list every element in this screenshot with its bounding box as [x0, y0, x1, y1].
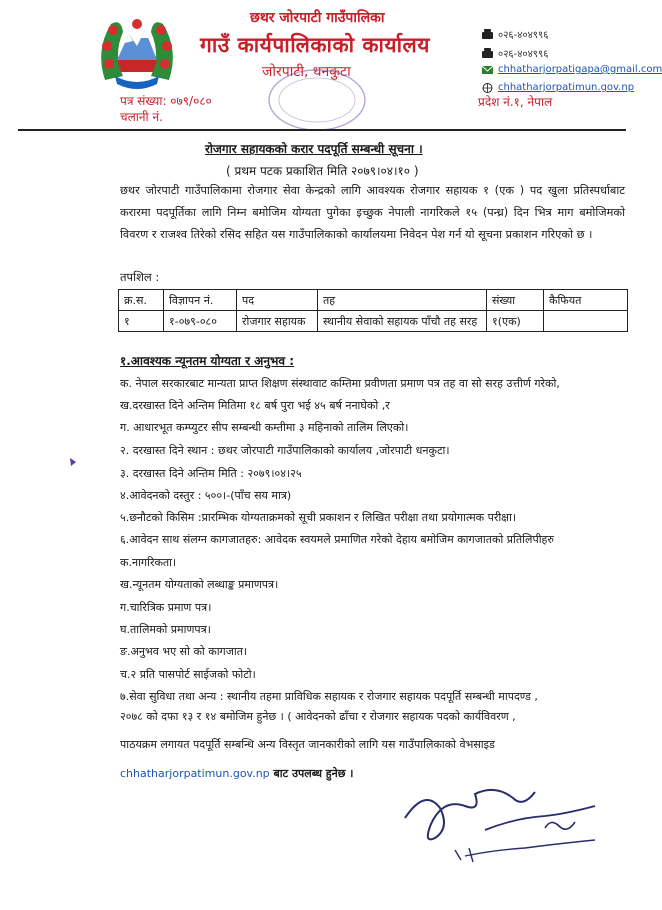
signature	[395, 778, 605, 878]
col-header-level: तह	[318, 290, 487, 311]
list-item: ग. आधारभूत कम्प्युटर सीप सम्बन्धी कम्तीमा ३ महिनाको तालिम लिएको।	[120, 421, 409, 434]
province: प्रदेश नं.१, नेपाल	[478, 95, 553, 109]
list-item: ग.चारित्रिक प्रमाण पत्र।	[120, 601, 212, 614]
municipality-logo	[93, 10, 181, 92]
notice-subject: रोजगार सहायकको करार पदपूर्ति सम्बन्धी सूचना ।	[205, 142, 423, 156]
first-published-note: ( प्रथम पटक प्रकाशित मिति २०७९।०४।१० )	[226, 164, 419, 178]
list-item: ख.न्यूनतम योग्यताको लब्धाङ्क प्रमाणपत्र।	[120, 578, 279, 591]
website-line	[120, 766, 353, 781]
header-divider	[18, 129, 626, 131]
phone-2-text: ०२६-४०४९९६	[498, 49, 549, 60]
office-name: छथर जोरपाटी गाउँपालिका	[250, 10, 385, 26]
globe-icon	[482, 83, 493, 93]
table-row	[119, 311, 628, 332]
reference-number: पत्र संख्या: ०७९/०८०	[120, 94, 212, 108]
contact-phone-2	[482, 46, 548, 60]
email-link[interactable]: chhatharjorpatigapa@gmail.com	[498, 64, 662, 75]
list-item: ७.सेवा सुविधा तथा अन्य : स्थानीय तहमा प्राविधिक सहायक र रोजगार सहायक पदपूर्ति सम्बन्धी मापदण्ड ,	[120, 690, 538, 703]
details-label: तपशिल :	[120, 270, 160, 284]
service-text-continued-2: पाठयक्रम लगायत पदपूर्ति सम्बन्धि अन्य विस्तृत जानकारीको लागि यस गाउँपालिकाको वेभसाइड	[120, 738, 495, 751]
list-item: ख.दरखास्त दिने अन्तिम मितिमा १८ बर्ष पुरा भई ४५ बर्ष ननाघेको ,र	[120, 399, 390, 412]
dispatch-number: चलानी नं.	[120, 110, 163, 124]
cell-serial: १	[119, 311, 164, 332]
phone-1-text: ०२६-४०४९९६	[498, 30, 549, 41]
email-icon	[482, 65, 493, 75]
cell-count: १(एक)	[487, 311, 544, 332]
notice-paragraph: छथर जोरपाटी गाउँपालिकामा रोजगार सेवा केन्द्रको लागि आवश्यक रोजगार सहायक १ (एक ) पद खुला प्रतिस्पर्धाबाट करारमा पदपूर्तिका लागि निम्न बमोजिम योग्यता पुगेका इच्छुक नेपाली नागरिकले १५ (पन्ध्र) दिन भित्र माग बमोजिमको विवरण र राजश्व तिरेको रसिद सहित यस गाउँपालिकाको कार्यालयमा निवेदन पेश गर्न यो सूचना प्रकाशन गरिएको छ ।	[120, 184, 625, 241]
ink-mark-icon	[68, 456, 78, 468]
col-header-advertisement: विज्ञापन नं.	[164, 290, 237, 311]
list-item: ४.आवेदनको दस्तुर : ५००।-(पाँच सय मात्र)	[120, 489, 292, 502]
website-url[interactable]: chhatharjorpatimun.gov.np	[120, 767, 270, 780]
phone-icon	[482, 48, 493, 58]
list-item: २. दरखास्त दिने स्थान : छथर जोरपाटी गाउँपालिकाको कार्यालय ,जोरपाटी धनकुटा।	[120, 444, 450, 457]
list-item: च.२ प्रति पासपोर्ट साईजको फोटो।	[120, 668, 256, 681]
list-item: क. नेपाल सरकारबाट मान्यता प्राप्त शिक्षण संस्थावाट कम्तिमा प्रवीणता प्रमाण पत्र तह वा सो सरह उत्तीर्ण गरेको,	[120, 377, 560, 390]
list-item: ६.आवेदन साथ संलग्न कागजातहरु: आवेदक स्वयमले प्रमाणित गरेको देहाय बमोजिम कागजातको प्रतिलिपीहरु	[120, 533, 554, 546]
list-item: ङ.अनुभव भए सो को कागजात।	[120, 645, 248, 658]
col-header-post: पद	[237, 290, 318, 311]
cell-post: रोजगार सहायक	[237, 311, 318, 332]
qualification-heading: १.आवश्यक न्यूनतम योग्यता र अनुभव :	[120, 354, 295, 368]
list-item: ३. दरखास्त दिने अन्तिम मिति : २०७९।०४।२५	[120, 467, 302, 480]
service-text-continued-1: २०७८ को दफा १३ र १४ बमोजिम हुनेछ । ( आवेदनको ढाँचा र रोजगार सहायक पदको कार्यविवरण ,	[120, 710, 516, 723]
contact-website[interactable]	[482, 82, 634, 93]
cell-remarks	[544, 311, 628, 332]
cell-advertisement: १-०७९-०८०	[164, 311, 237, 332]
col-header-serial: क्र.स.	[119, 290, 164, 311]
website-link[interactable]: chhatharjorpatimun.gov.np	[498, 82, 635, 93]
list-item: क.नागरिकता।	[120, 556, 177, 569]
office-title: गाउँ कार्यपालिकाको कार्यालय	[200, 33, 430, 57]
col-header-count: संख्या	[487, 290, 544, 311]
contact-phone-1	[482, 27, 548, 41]
table-header-row	[119, 290, 628, 311]
col-header-remarks: कैफियत	[544, 290, 628, 311]
office-address: जोरपाटी, धनकुटा	[262, 64, 351, 80]
list-item: घ.तालिमको प्रमाणपत्र।	[120, 623, 211, 636]
phone-icon	[482, 29, 493, 39]
cell-level: स्थानीय सेवाको सहायक पाँचौ तह सरह	[318, 311, 487, 332]
vacancy-table	[118, 289, 628, 332]
list-item: ५.छनौटको किसिम :प्रारम्भिक योग्यताक्रमको सूची प्रकाशन र लिखित परीक्षा तथा प्रयोगात्मक परीक्षा।	[120, 511, 517, 524]
website-suffix: बाट उपलब्ध हुनेछ ।	[269, 767, 354, 780]
contact-email[interactable]	[482, 64, 662, 75]
office-stamp	[262, 58, 372, 138]
